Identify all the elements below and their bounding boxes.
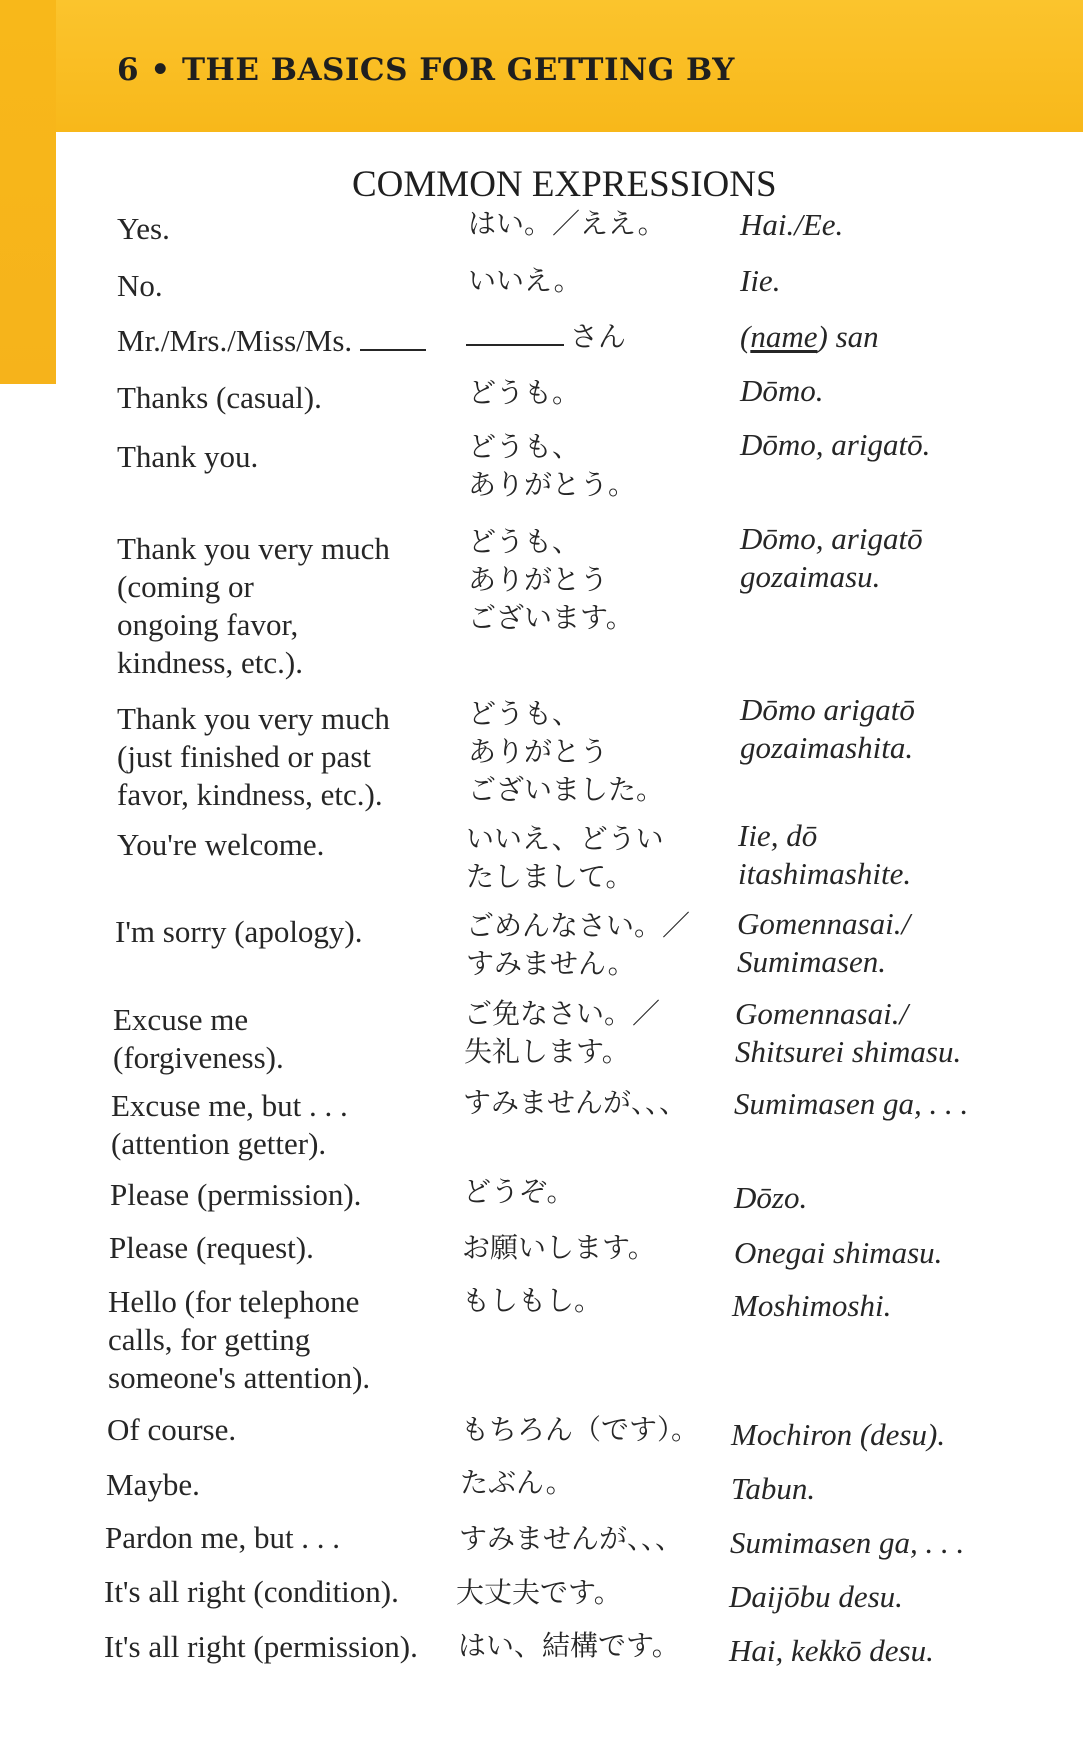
row-3-english: Thanks (casual).	[117, 380, 322, 415]
row-2-english	[117, 322, 426, 360]
row-16-romaji: Sumimasen ga, . . .	[730, 1525, 965, 1560]
row-0-english: Yes.	[117, 211, 170, 246]
row-10-english: Excuse me, but . . . (attention getter).	[111, 1088, 348, 1161]
row-12-romaji: Onegai shimasu.	[734, 1235, 943, 1270]
row-6-japanese: どうも、 ありがとう ございました。	[468, 697, 665, 806]
row-0-japanese: はい。／ええ。	[468, 207, 666, 240]
row-4-japanese: どうも、 ありがとう。	[468, 430, 637, 501]
row-16-japanese: すみませんが、、、	[459, 1522, 684, 1555]
row-18-english: It's all right (permission).	[104, 1629, 418, 1664]
row-1-romaji: Iie.	[740, 263, 781, 298]
name-placeholder: name	[750, 319, 818, 354]
row-13-romaji: Moshimoshi.	[732, 1288, 892, 1323]
row-17-japanese: 大丈夫です。	[456, 1576, 622, 1609]
row-12-japanese: お願いします。	[462, 1231, 656, 1264]
row-7-english: You're welcome.	[117, 827, 325, 862]
row-5-romaji: Dōmo, arigatō gozaimasu.	[740, 521, 923, 594]
row-13-english: Hello (for telephone calls, for getting someone's attention).	[108, 1284, 371, 1395]
row-5-japanese: どうも、 ありがとう ございます。	[468, 525, 634, 634]
section-title: COMMON EXPRESSIONS	[352, 164, 777, 205]
row-7-japanese: いいえ、どうい たしまして。	[466, 822, 664, 893]
name-blank-line	[360, 349, 426, 351]
row-3-romaji: Dōmo.	[740, 373, 824, 408]
row-15-romaji: Tabun.	[731, 1471, 816, 1506]
side-band	[0, 0, 56, 384]
row-17-romaji: Daijōbu desu.	[729, 1579, 903, 1614]
row-15-english: Maybe.	[106, 1467, 200, 1502]
row-3-japanese: どうも。	[468, 376, 581, 409]
row-14-japanese: もちろん（です）。	[461, 1413, 700, 1446]
row-13-japanese: もしもし。	[462, 1284, 603, 1317]
row-8-japanese: ごめんなさい。／ すみません。	[466, 909, 691, 980]
row-18-japanese: はい、結構です。	[458, 1629, 680, 1662]
row-9-romaji: Gomennasai./ Shitsurei shimasu.	[735, 996, 962, 1069]
row-18-romaji: Hai, kekkō desu.	[729, 1633, 934, 1668]
row-2-english-text: Mr./Mrs./Miss/Ms.	[117, 323, 353, 358]
row-8-english: I'm sorry (apology).	[115, 914, 363, 949]
row-5-english: Thank you very much (coming or ongoing favor, kindness, etc.).	[117, 531, 390, 680]
row-11-romaji: Dōzo.	[734, 1180, 808, 1215]
row-4-english: Thank you.	[117, 439, 259, 474]
row-2-japanese	[466, 318, 626, 356]
row-17-english: It's all right (condition).	[104, 1574, 399, 1609]
name-blank-line-jp	[466, 344, 564, 346]
row-6-romaji: Dōmo arigatō gozaimashita.	[740, 692, 915, 765]
row-16-english: Pardon me, but . . .	[105, 1520, 341, 1555]
row-10-japanese: すみませんが、、、	[463, 1086, 688, 1119]
row-15-japanese: たぶん。	[460, 1466, 574, 1499]
row-8-romaji: Gomennasai./ Sumimasen.	[737, 906, 911, 979]
row-0-romaji: Hai./Ee.	[740, 207, 844, 242]
row-11-japanese: どうぞ。	[463, 1175, 575, 1208]
row-2-romaji-rest: san	[827, 319, 879, 354]
row-4-romaji: Dōmo, arigatō.	[740, 427, 931, 462]
row-1-english: No.	[117, 268, 163, 303]
row-14-english: Of course.	[107, 1412, 237, 1447]
page-header: 6 • THE BASICS FOR GETTING BY	[117, 52, 735, 88]
row-7-romaji: Iie, dō itashimashite.	[738, 818, 912, 891]
row-9-japanese: ご免なさい。／ 失礼します。	[464, 997, 661, 1068]
row-1-japanese: いいえ。	[468, 264, 582, 297]
row-11-english: Please (permission).	[110, 1177, 362, 1212]
row-2-romaji: (name) san	[740, 319, 879, 354]
row-6-english: Thank you very much (just finished or past favor, kindness, etc.).	[117, 701, 390, 812]
row-10-romaji: Sumimasen ga, . . .	[734, 1086, 969, 1121]
row-2-japanese-text: さん	[570, 320, 627, 353]
row-14-romaji: Mochiron (desu).	[731, 1417, 946, 1452]
row-9-english: Excuse me (forgiveness).	[113, 1002, 284, 1075]
row-12-english: Please (request).	[109, 1230, 314, 1265]
